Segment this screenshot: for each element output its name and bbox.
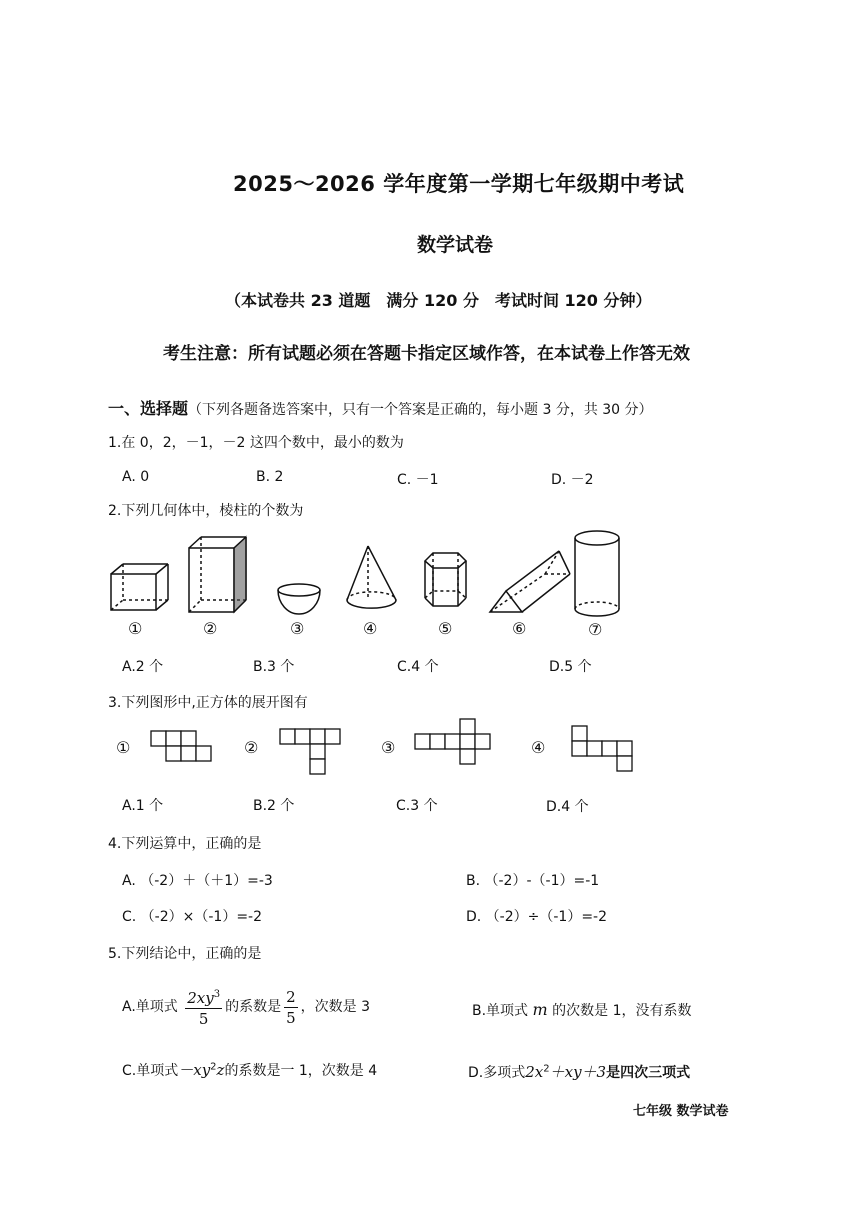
net-2-shape [280, 729, 340, 774]
q3-option-c: C.3 个 [396, 798, 438, 814]
q5d-exponent: 2 [543, 1063, 550, 1075]
q4-option-c: C. （-2）×（-1）=-2 [122, 909, 263, 925]
q5d-prefix: D.多项式 [468, 1065, 526, 1081]
solid-label-6: ⑥ [512, 619, 527, 638]
q2-option-c: C.4 个 [397, 659, 439, 675]
net-3-shape [415, 719, 490, 764]
q2-option-a: A.2 个 [122, 659, 164, 675]
solid-label-3: ③ [290, 619, 305, 638]
q5b-suffix: 的次数是 1，没有系数 [552, 1003, 692, 1019]
q1-option-b: B. 2 [256, 469, 284, 485]
q5-option-c [122, 1059, 377, 1080]
exam-notice: 考生注意：所有试题必须在答题卡指定区域作答，在本试卷上作答无效 [163, 344, 690, 364]
q5c-variable: z [216, 1061, 225, 1079]
solid-label-7: ⑦ [588, 620, 603, 639]
exam-title: 2025～2026 学年度第一学期七年级期中考试 [233, 172, 685, 196]
q5a-exponent: 3 [213, 989, 221, 1000]
solid-label-4: ④ [363, 619, 378, 638]
q5-option-b [472, 1000, 692, 1020]
question-1-stem: 1.在 0，2，－1，－2 这四个数中，最小的数为 [108, 435, 404, 451]
exam-info: （本试卷共 23 道题 满分 120 分 考试时间 120 分钟） [225, 291, 652, 310]
q5d-suffix: 是四次三项式 [606, 1065, 691, 1081]
q5a-monomial-fraction [185, 985, 222, 1029]
question-2-stem: 2.下列几何体中，棱柱的个数为 [108, 503, 304, 519]
net-label-3: ③ [381, 738, 396, 757]
q2-option-b: B.3 个 [253, 659, 295, 675]
section-label: 一、选择题 [108, 399, 189, 418]
q3-option-b: B.2 个 [253, 798, 295, 814]
q3-option-a: A.1 个 [122, 798, 164, 814]
q5a-suffix: ，次数是 3 [300, 999, 370, 1015]
q1-option-d: D. －2 [551, 472, 594, 488]
q5c-prefix: C.单项式 [122, 1063, 179, 1079]
q5c-exponent: 2 [210, 1061, 217, 1073]
solid-label-2: ② [203, 619, 218, 638]
q5a-coef-fraction [284, 987, 298, 1028]
question-3-stem: 3.下列图形中,正方体的展开图有 [108, 695, 308, 711]
section-description: （下列各题备选答案中，只有一个答案是正确的，每小题 3 分，共 30 分） [188, 402, 653, 418]
net-4-shape [572, 726, 632, 771]
question-4-stem: 4.下列运算中，正确的是 [108, 836, 262, 852]
q5a-numerator: 2xy [187, 989, 214, 1007]
q5a-coef-denominator: 5 [286, 1008, 296, 1027]
q5a-denominator: 5 [198, 1010, 209, 1028]
q5c-expression: －xy [178, 1061, 211, 1079]
solid-label-5: ⑤ [438, 619, 453, 638]
net-label-2: ② [244, 738, 259, 757]
q5d-term-rest: ＋xy＋3 [549, 1063, 607, 1081]
q5c-suffix: 的系数是一 1，次数是 4 [224, 1063, 378, 1079]
q3-option-d: D.4 个 [546, 799, 589, 815]
q4-option-a: A. （-2）＋（＋1）=-3 [122, 873, 273, 889]
solid-label-1: ① [128, 619, 143, 638]
net-label-1: ① [116, 738, 131, 757]
net-1-shape [151, 731, 211, 761]
q5a-coef-numerator: 2 [286, 987, 296, 1006]
subject-title: 数学试卷 [417, 234, 494, 256]
q2-option-d: D.5 个 [549, 659, 592, 675]
question-5-stem: 5.下列结论中，正确的是 [108, 946, 262, 962]
q5-option-a [122, 985, 370, 1029]
q5b-variable: m [532, 1000, 548, 1019]
q5d-term-1: 2x [525, 1063, 544, 1081]
q5b-prefix: B.单项式 [472, 1003, 529, 1019]
q5a-prefix: A.单项式 [122, 999, 178, 1015]
q1-option-a: A. 0 [122, 469, 150, 485]
page-footer: 七年级 数学试卷 [633, 1104, 729, 1119]
net-label-4: ④ [531, 738, 546, 757]
q5-option-d [468, 1061, 690, 1082]
q4-option-b: B. （-2）-（-1）=-1 [466, 873, 600, 889]
q4-option-d: D. （-2）÷（-1）=-2 [466, 909, 608, 925]
q5a-mid: 的系数是 [225, 999, 282, 1015]
q1-option-c: C. －1 [397, 472, 439, 488]
